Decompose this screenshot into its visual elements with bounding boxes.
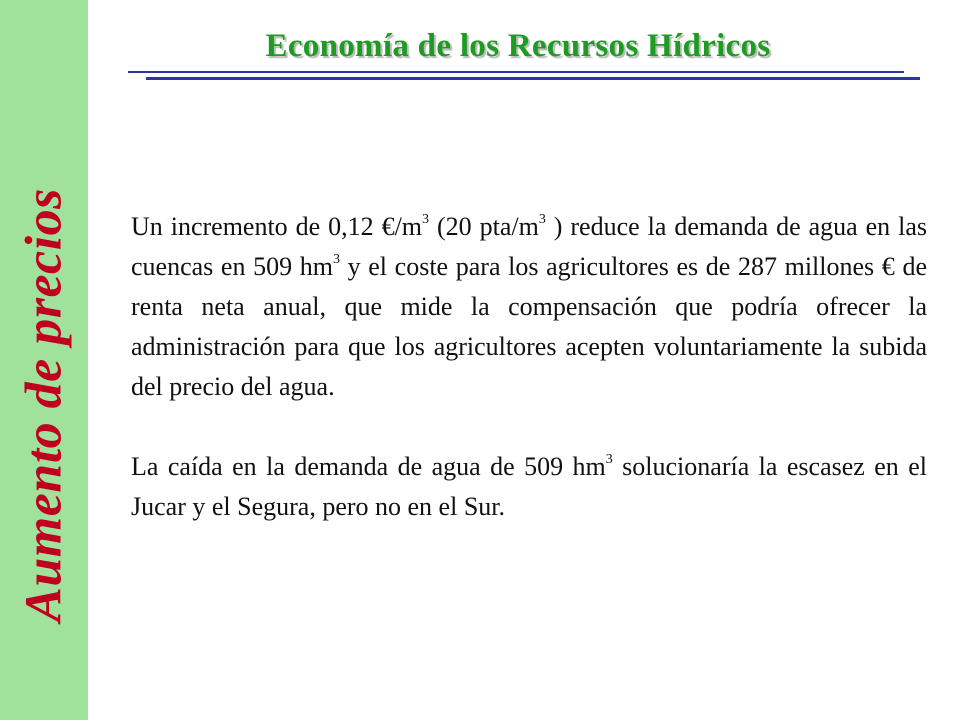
p2-superscript-1: 3 <box>605 452 613 467</box>
paragraph-price-increase <box>131 207 927 407</box>
p1-text-3: ) reduce la demanda de agua en las cuencas en 509 hm <box>131 212 928 281</box>
side-title: Aumento de precios <box>15 188 73 622</box>
p1-text-4: y el coste para los agricultores es de 287 millones € de renta neta anual, que mide la compensación que podría ofrecer la administración para que los agricultores acepten voluntariamente la subida del precio del agua. <box>131 252 927 401</box>
paragraph-demand-drop <box>131 447 927 527</box>
title-underline-bottom <box>146 77 920 80</box>
p1-superscript-1: 3 <box>422 212 430 227</box>
p2-text-2: solucionaría la escasez en el Jucar y el Segura, pero no en el Sur. <box>131 452 927 521</box>
p2-text-1: La caída en la demanda de agua de 509 hm <box>131 452 606 481</box>
title-underline-top <box>128 71 904 73</box>
page-title: Economía de los Recursos Hídricos <box>265 28 771 64</box>
p1-text-2: (20 pta/m <box>429 212 539 241</box>
p1-superscript-2: 3 <box>538 212 546 227</box>
sidebar-band <box>0 0 88 720</box>
p1-superscript-3: 3 <box>332 252 340 267</box>
p1-text-1: Un incremento de 0,12 €/m <box>131 212 423 241</box>
body-text <box>131 207 927 527</box>
